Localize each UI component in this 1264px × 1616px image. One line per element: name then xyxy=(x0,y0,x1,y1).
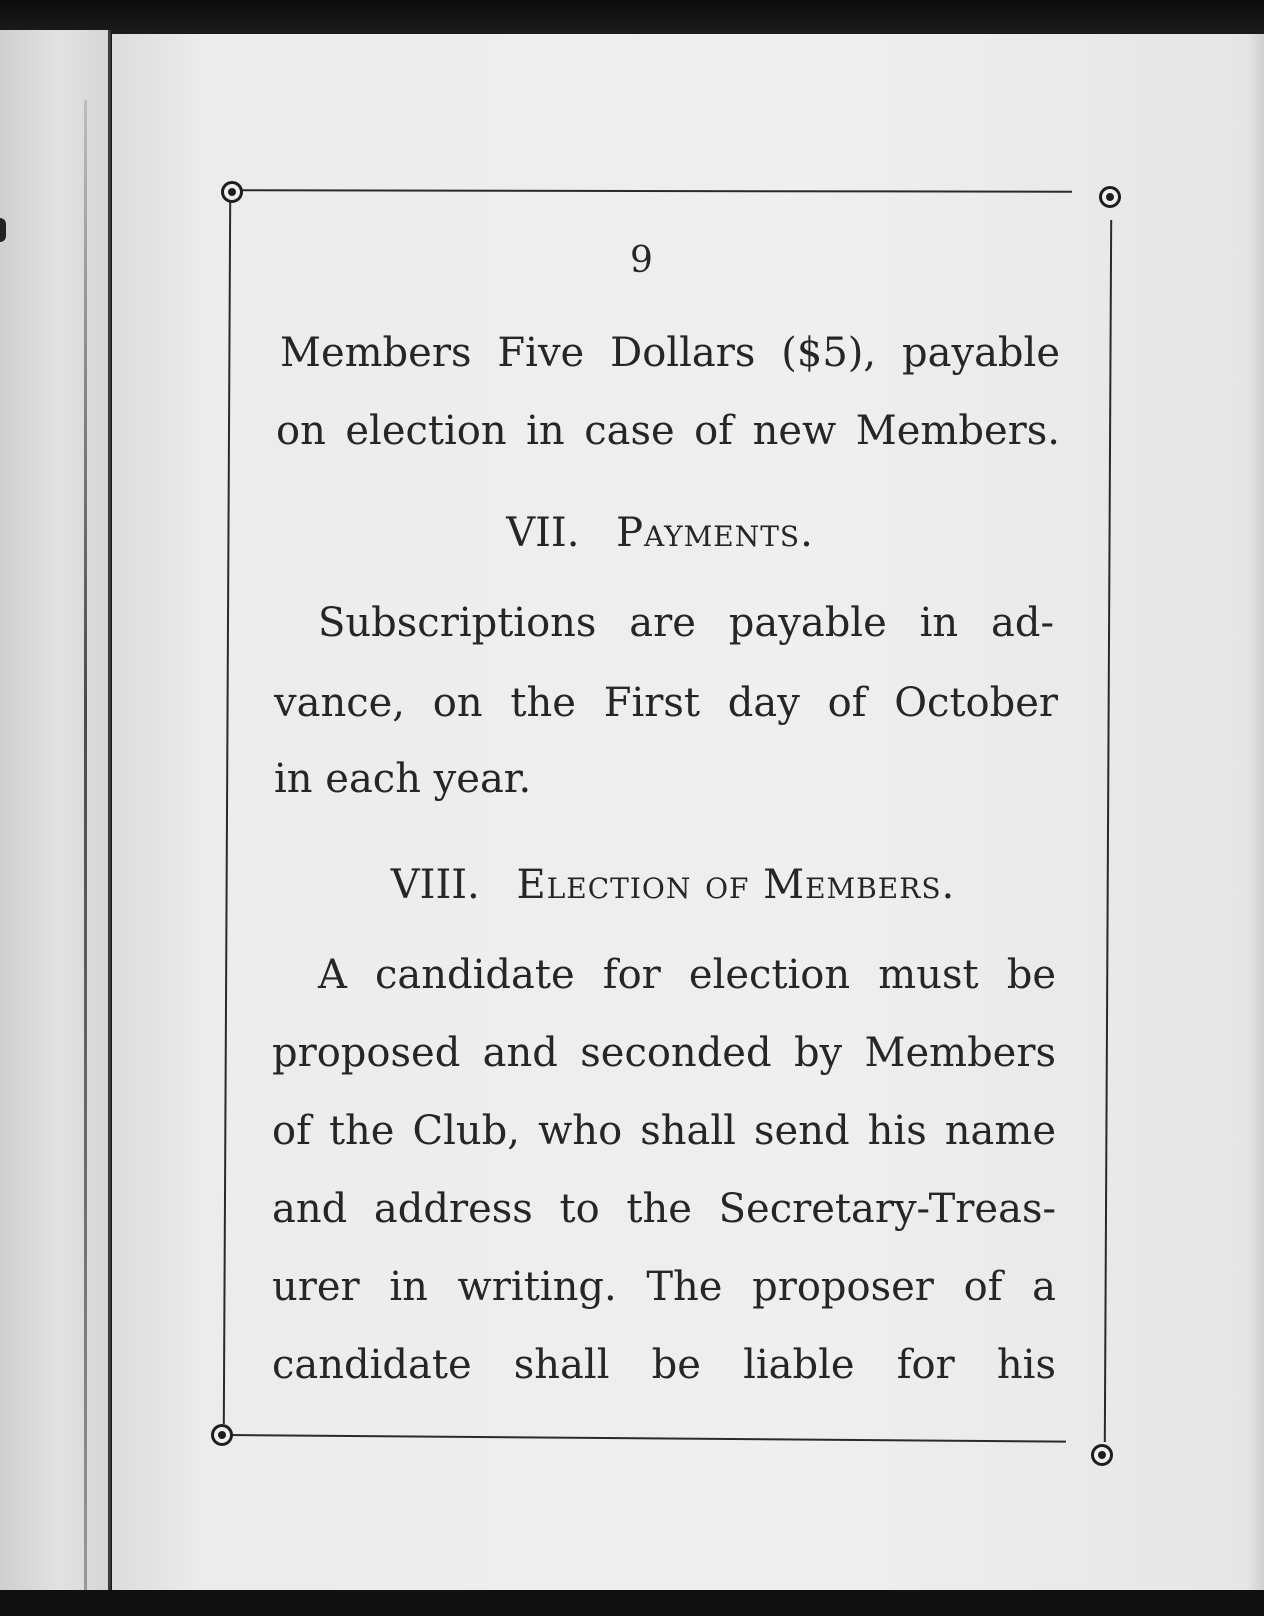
corner-ornament-top-left xyxy=(221,181,243,203)
section-numeral: VII. xyxy=(506,510,580,556)
text-line: proposed and seconded by Members xyxy=(272,1030,1056,1076)
text-line: and address to the Secretary-Treas- xyxy=(272,1186,1056,1232)
text-line: Members Five Dollars ($5), payable xyxy=(280,330,1060,376)
text-line: on election in case of new Members. xyxy=(276,408,1060,454)
corner-ornament-top-right xyxy=(1099,186,1121,208)
section-heading xyxy=(348,862,998,908)
section-heading xyxy=(480,510,840,556)
text-line: candidate shall be liable for his xyxy=(272,1342,1056,1388)
page-number: 9 xyxy=(630,240,653,281)
previous-page-leaf xyxy=(0,30,111,1595)
text-line: Subscriptions are payable in ad- xyxy=(318,600,1054,646)
text-line: vance, on the First day of October xyxy=(274,680,1058,726)
section-title: Election of Members. xyxy=(516,862,956,908)
corner-ornament-bottom-right xyxy=(1091,1444,1113,1466)
corner-ornament-bottom-left xyxy=(211,1424,233,1446)
scan-top-edge xyxy=(0,0,1264,36)
text-line: A candidate for election must be xyxy=(318,952,1056,998)
text-line: of the Club, who shall send his name xyxy=(272,1108,1056,1154)
scan-bottom-edge xyxy=(0,1590,1264,1616)
section-numeral: VIII. xyxy=(390,862,480,908)
page-right-edge xyxy=(1248,34,1264,1594)
text-line: urer in writing. The proposer of a xyxy=(272,1264,1056,1310)
section-title: Payments. xyxy=(616,510,814,556)
leaf-mark xyxy=(0,218,6,242)
text-line: in each year. xyxy=(274,756,532,802)
book-spine xyxy=(84,100,87,1610)
